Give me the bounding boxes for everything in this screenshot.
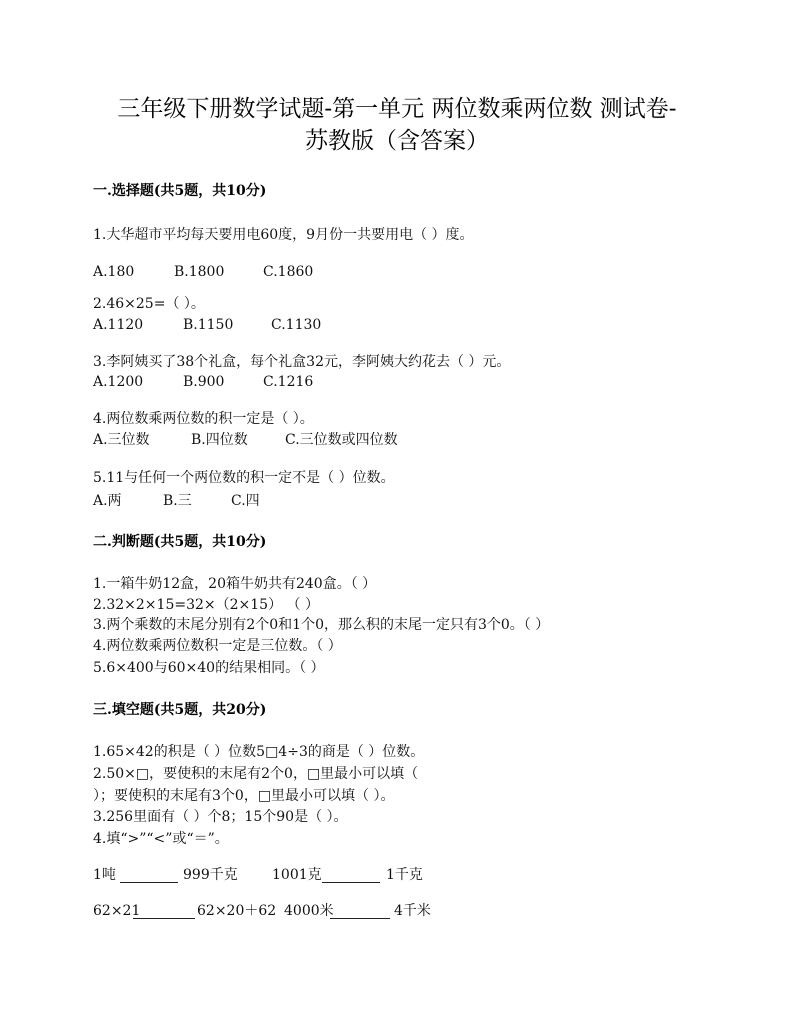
page-title-line-2: 苏教版（含答案）	[305, 128, 489, 154]
option-c: C.1216	[263, 374, 314, 390]
option-b: B.900	[183, 374, 225, 390]
compare-right-4: 4千米	[394, 903, 431, 919]
option-a: A.1120	[93, 317, 144, 333]
compare-right-2: 1千克	[386, 867, 423, 883]
compare-left-1: 1吨	[93, 867, 116, 883]
option-b: B.三	[163, 493, 192, 509]
option-a: A.两	[93, 493, 122, 509]
judge-item-4: 4.两位数乘两位数积一定是三位数。（ ）	[93, 638, 342, 654]
answer-blank-4[interactable]	[330, 918, 390, 919]
choice-question-4: 4.两位数乘两位数的积一定是（ ）。	[93, 411, 314, 427]
judge-item-3: 3.两个乘数的末尾分别有2个0和1个0，那么积的末尾一定只有3个0。（ ）	[93, 617, 550, 633]
section-heading-fill-blank: 三.填空题(共5题，共20分)	[93, 702, 267, 718]
section-heading-true-false: 二.判断题(共5题，共10分)	[93, 534, 267, 550]
compare-right-3: 62×20＋62	[197, 903, 277, 919]
page-title-line-1: 三年级下册数学试题-第一单元 两位数乘两位数 测试卷-	[117, 96, 677, 122]
fill-item-3: 3.256里面有（ ）个8；15个90是（ ）。	[93, 809, 348, 825]
judge-item-2: 2.32×2×15=32×（2×15） （ ）	[93, 597, 319, 613]
choice-question-5: 5.11与任何一个两位数的积一定不是（ ）位数。	[93, 470, 395, 486]
answer-blank-1[interactable]	[120, 882, 178, 883]
fill-item-1: 1.65×42的积是（ ）位数5□4÷3的商是（ ）位数。	[93, 744, 425, 760]
option-c: C.1860	[263, 264, 314, 280]
choice-question-2: 2.46×25=（ ）。	[93, 296, 205, 312]
judge-item-5: 5.6×400与60×40的结果相同。（ ）	[93, 660, 325, 676]
fill-item-2-line-1: 2.50×□，要使积的末尾有2个0，□里最小可以填（	[93, 766, 419, 782]
fill-item-4: 4.填“>”“<”或“＝”。	[93, 831, 229, 847]
option-b: B.1150	[183, 317, 234, 333]
option-a: A.三位数	[93, 432, 150, 448]
option-a: A.180	[93, 264, 135, 280]
section-heading-choice: 一.选择题(共5题，共10分)	[93, 183, 267, 199]
compare-left-2: 1001克	[272, 867, 322, 883]
choice-question-1: 1.大华超市平均每天要用电60度，9月份一共要用电（ ）度。	[93, 227, 474, 243]
option-c: C.四	[231, 493, 260, 509]
compare-left-3: 62×21	[93, 903, 141, 919]
option-a: A.1200	[93, 374, 144, 390]
choice-question-3: 3.李阿姨买了38个礼盒，每个礼盒32元，李阿姨大约花去（ ）元。	[93, 354, 511, 370]
option-c: C.1130	[271, 317, 322, 333]
option-b: B.1800	[174, 264, 225, 280]
compare-left-4: 4000米	[284, 903, 334, 919]
option-c: C.三位数或四位数	[285, 432, 398, 448]
fill-item-2-line-2: ）；要使积的末尾有3个0，□里最小可以填（ ）。	[93, 788, 395, 804]
judge-item-1: 1.一箱牛奶12盒，20箱牛奶共有240盒。（ ）	[93, 576, 377, 592]
compare-right-1: 999千克	[183, 867, 238, 883]
option-b: B.四位数	[191, 432, 248, 448]
answer-blank-2[interactable]	[322, 882, 380, 883]
answer-blank-3[interactable]	[133, 918, 195, 919]
